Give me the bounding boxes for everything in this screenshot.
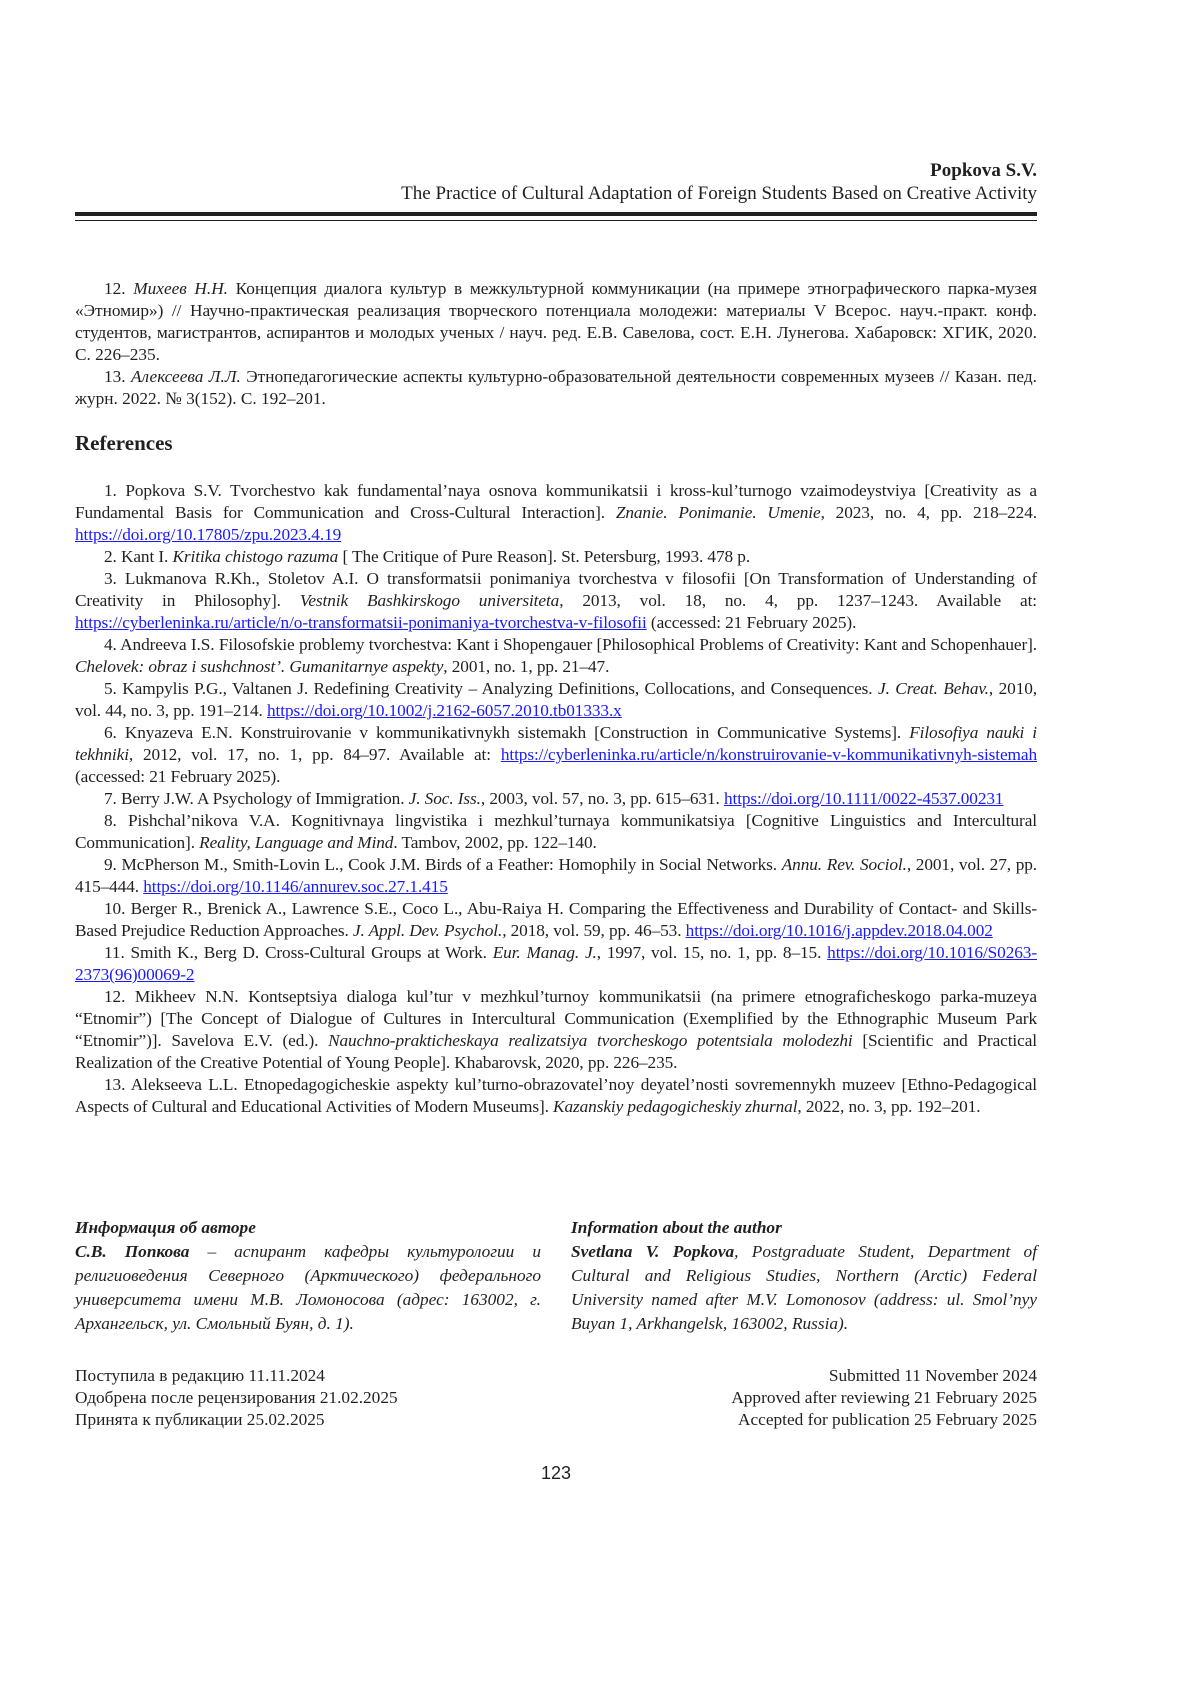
ru-reference-13: 13. Алексеева Л.Л. Этнопедагогические аспекты культурно-образовательной деятельности современных музеев // Казан. пед. журн. 2022. № 3(152). С. 192–201. bbox=[75, 366, 1037, 410]
header-author: Popkova S.V. bbox=[75, 160, 1037, 182]
russian-reference-list bbox=[75, 278, 1037, 410]
reference-7: 7. Berry J.W. A Psychology of Immigration. J. Soc. Iss., 2003, vol. 57, no. 3, pp. 615–631. https://doi.org/10.1111/0022-4537.00231 bbox=[75, 788, 1037, 810]
author-name-en: Svetlana V. Popkova bbox=[571, 1242, 734, 1261]
date-accepted-ru: Принята к публикации 25.02.2025 bbox=[75, 1409, 398, 1431]
reference-9: 9. McPherson M., Smith-Lovin L., Cook J.M. Birds of a Feather: Homophily in Social Networks. Annu. Rev. Sociol., 2001, vol. 27, pp. 415–444. https://doi.org/10.1146/annurev.soc.27.1.415 bbox=[75, 854, 1037, 898]
reference-1-link[interactable]: https://doi.org/10.17805/zpu.2023.4.19 bbox=[75, 525, 341, 544]
reference-6-link[interactable]: https://cyberleninka.ru/article/n/konstruirovanie-v-kommunikativnyh-sistemah bbox=[501, 745, 1037, 764]
author-info-en-heading: Information about the author bbox=[571, 1216, 1037, 1240]
english-reference-list bbox=[75, 480, 1037, 1118]
author-name-ru: С.В. Попкова bbox=[75, 1242, 189, 1261]
references-heading: References bbox=[75, 431, 173, 456]
reference-5-link[interactable]: https://doi.org/10.1002/j.2162-6057.2010.tb01333.x bbox=[267, 701, 622, 720]
reference-9-link[interactable]: https://doi.org/10.1146/annurev.soc.27.1.415 bbox=[143, 877, 448, 896]
reference-7-link[interactable]: https://doi.org/10.1111/0022-4537.00231 bbox=[724, 789, 1004, 808]
page-number: 123 bbox=[75, 1463, 1037, 1484]
reference-12: 12. Mikheev N.N. Kontseptsiya dialoga kul’tur v mezhkul’turnoy kommunikatsii (na primere etnograficheskogo parka-muzeya “Etnomir”) [The Concept of Dialogue of Cultures in Intercultural Communication (Exemplified by the Ethnographic Museum Park “Etnomir”)]. Savelova E.V. (ed.). Nauchno-prakticheskaya realizatsiya tvorcheskogo potentsiala molodezhi [Scientific and Practical Realization of the Creative Potential of Young People]. Khabarovsk, 2020, pp. 226–235. bbox=[75, 986, 1037, 1074]
author-info-en-body: Svetlana V. Popkova, Postgraduate Student, Department of Cultural and Religious Studies, Northern (Arctic) Federal University named after M.V. Lomonosov (address: ul. Smol’nyy Buyan 1, Arkhangelsk, 163002, Russia). bbox=[571, 1240, 1037, 1336]
ru-reference-12: 12. Михеев Н.Н. Концепция диалога культур в межкультурной коммуникации (на примере этнографического парка-музея «Этномир») // Научно-практическая реализация творческого потенциала молодежи: материалы V Всерос. науч.-практ. конф. студентов, магистрантов, аспирантов и молодых ученых / науч. ред. Е.В. Савелова, сост. Е.Н. Лунегова. Хабаровск: ХГИК, 2020. С. 226–235. bbox=[75, 278, 1037, 366]
reference-6: 6. Knyazeva E.N. Konstruirovanie v kommunikativnykh sistemakh [Construction in Communicative Systems]. Filosofiya nauki i tekhniki, 2012, vol. 17, no. 1, pp. 84–97. Available at: https://cyberleninka.ru/article/n/konstruirovanie-v-kommunikativnyh-sistemah (accessed: 21 February 2025). bbox=[75, 722, 1037, 788]
header-rule-thick bbox=[75, 212, 1037, 216]
header-rule-thin bbox=[75, 220, 1037, 221]
date-accepted-en: Accepted for publication 25 February 2025 bbox=[731, 1409, 1037, 1431]
reference-10: 10. Berger R., Brenick A., Lawrence S.E., Coco L., Abu-Raiya H. Comparing the Effectiveness and Durability of Contact- and Skills-Based Prejudice Reduction Approaches. J. Appl. Dev. Psychol., 2018, vol. 59, pp. 46–53. https://doi.org/10.1016/j.appdev.2018.04.002 bbox=[75, 898, 1037, 942]
reference-2: 2. Kant I. Kritika chistogo razuma [ The Critique of Pure Reason]. St. Petersburg, 1993. 478 p. bbox=[75, 546, 1037, 568]
running-header bbox=[75, 160, 1037, 205]
reference-8: 8. Pishchal’nikova V.A. Kognitivnaya lingvistika i mezhkul’turnaya kommunikatsiya [Cognitive Linguistics and Intercultural Communication]. Reality, Language and Mind. Tambov, 2002, pp. 122–140. bbox=[75, 810, 1037, 854]
author-info-en bbox=[571, 1216, 1037, 1336]
reference-10-link[interactable]: https://doi.org/10.1016/j.appdev.2018.04.002 bbox=[686, 921, 993, 940]
date-received-ru: Поступила в редакцию 11.11.2024 bbox=[75, 1365, 398, 1387]
header-title: The Practice of Cultural Adaptation of Foreign Students Based on Creative Activity bbox=[75, 182, 1037, 205]
reference-3: 3. Lukmanova R.Kh., Stoletov A.I. O transformatsii ponimaniya tvorchestva v filosofii [On Transformation of Understanding of Creativity in Philosophy]. Vestnik Bashkirskogo universiteta, 2013, vol. 18, no. 4, pp. 1237–1243. Available at: https://cyberleninka.ru/article/n/o-transformatsii-ponimaniya-tvorchestva-v-filosofii (accessed: 21 February 2025). bbox=[75, 568, 1037, 634]
reference-4: 4. Andreeva I.S. Filosofskie problemy tvorchestva: Kant i Shopengauer [Philosophical Problems of Creativity: Kant and Schopenhauer]. Chelovek: obraz i sushchnost’. Gumanitarnye aspekty, 2001, no. 1, pp. 21–47. bbox=[75, 634, 1037, 678]
submission-dates-ru bbox=[75, 1365, 398, 1431]
date-approved-ru: Одобрена после рецензирования 21.02.2025 bbox=[75, 1387, 398, 1409]
date-submitted-en: Submitted 11 November 2024 bbox=[731, 1365, 1037, 1387]
date-approved-en: Approved after reviewing 21 February 2025 bbox=[731, 1387, 1037, 1409]
reference-13: 13. Alekseeva L.L. Etnopedagogicheskie aspekty kul’turno-obrazovatel’noy deyatel’nosti sovremennykh muzeev [Ethno-Pedagogical Aspects of Cultural and Educational Activities of Modern Museums]. Kazanskiy pedagogicheskiy zhurnal, 2022, no. 3, pp. 192–201. bbox=[75, 1074, 1037, 1118]
author-info-ru-body: С.В. Попкова – аспирант кафедры культурологии и религиоведения Северного (Арктического) федерального университета имени М.В. Ломоносова (адрес: 163002, г. Архангельск, ул. Смольный Буян, д. 1). bbox=[75, 1240, 541, 1336]
author-info-ru bbox=[75, 1216, 541, 1336]
submission-dates-en bbox=[731, 1365, 1037, 1431]
reference-1: 1. Popkova S.V. Tvorchestvo kak fundamental’naya osnova kommunikatsii i kross-kul’turnogo vzaimodeystviya [Creativity as a Fundamental Basis for Communication and Cross-Cultural Interaction]. Znanie. Ponimanie. Umenie, 2023, no. 4, pp. 218–224. https://doi.org/10.17805/zpu.2023.4.19 bbox=[75, 480, 1037, 546]
reference-5: 5. Kampylis P.G., Valtanen J. Redefining Creativity – Analyzing Definitions, Collocations, and Consequences. J. Creat. Behav., 2010, vol. 44, no. 3, pp. 191–214. https://doi.org/10.1002/j.2162-6057.2010.tb01333.x bbox=[75, 678, 1037, 722]
reference-11: 11. Smith K., Berg D. Cross-Cultural Groups at Work. Eur. Manag. J., 1997, vol. 15, no. 1, pp. 8–15. https://doi.org/10.1016/S0263-2373(96)00069-2 bbox=[75, 942, 1037, 986]
reference-3-link[interactable]: https://cyberleninka.ru/article/n/o-transformatsii-ponimaniya-tvorchestva-v-filosofii bbox=[75, 613, 647, 632]
reference-11-link[interactable]: https://doi.org/10.1016/S0263-2373(96)00069-2 bbox=[75, 943, 1037, 984]
author-info-ru-heading: Информация об авторе bbox=[75, 1216, 541, 1240]
